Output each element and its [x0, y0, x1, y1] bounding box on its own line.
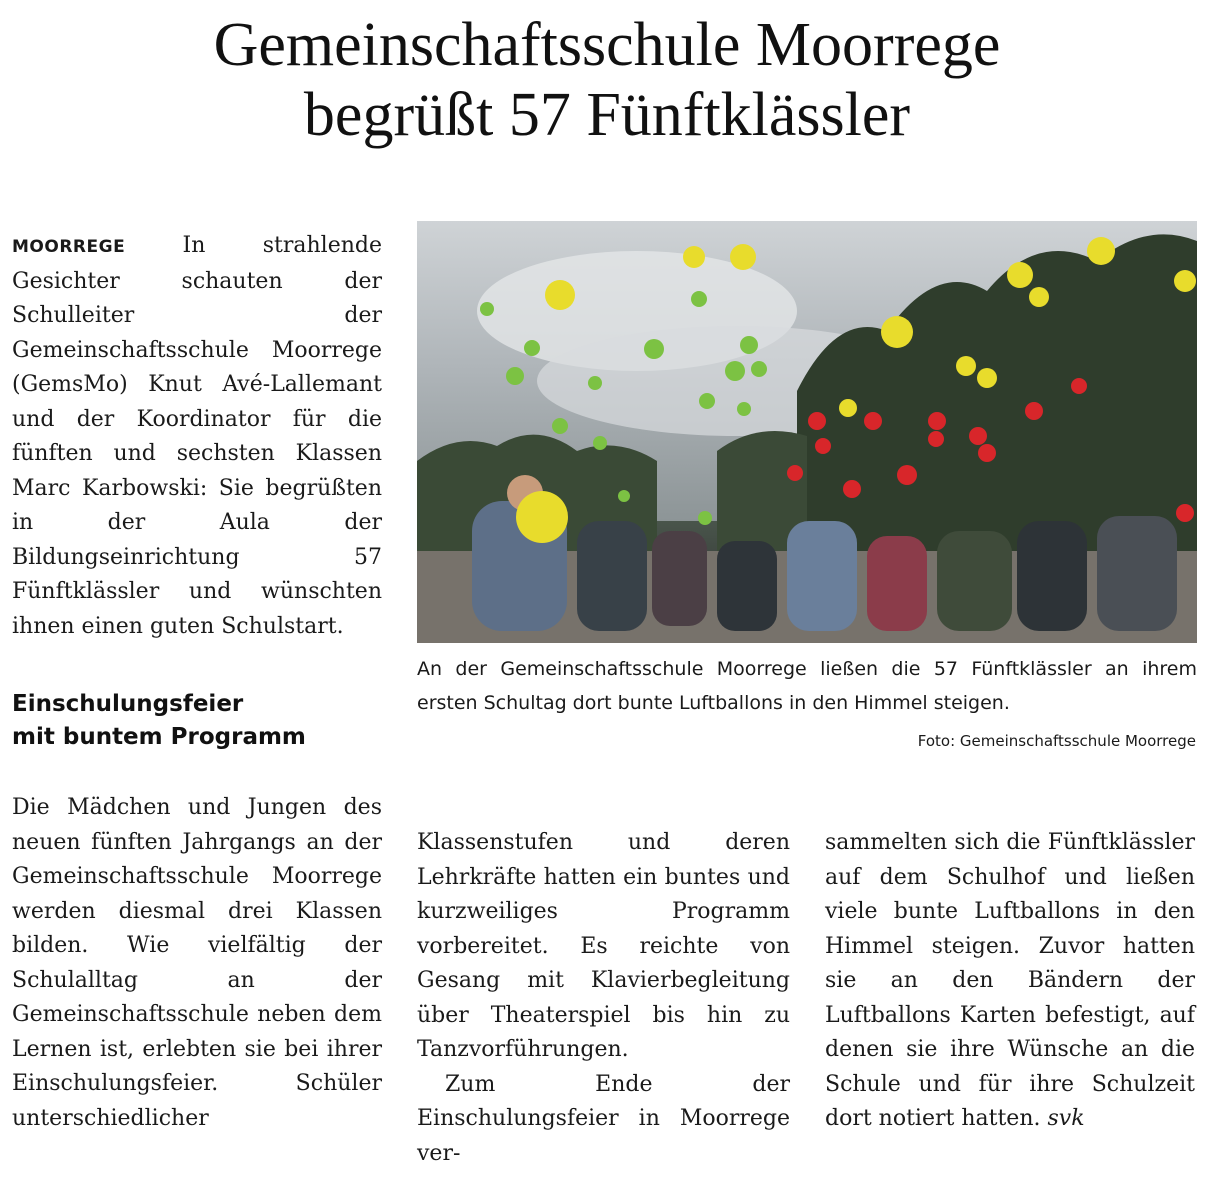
headline-line-1: Gemeinschaftsschule Moorrege — [213, 11, 1001, 79]
author-signature: svk — [1047, 1106, 1085, 1131]
body-text-col-2-p2: Zum Ende der Einschulungsfeier in Moorrege ver- — [417, 1071, 790, 1166]
balloon — [1087, 237, 1115, 265]
balloon — [928, 412, 946, 430]
body-text-col-2-p1: Klassenstufen und deren Lehrkräfte hatten ein buntes und kurzweiliges Programm vorbereitet. Es reichte von Gesang mit Klavierbegleitung über Theaterspiel bis hin zu Tanzvorführungen. — [417, 830, 790, 1062]
balloon — [1174, 270, 1196, 292]
body-column-3 — [825, 826, 1195, 1137]
subheading-line-1: Einschulungsfeier — [12, 691, 244, 717]
balloon — [881, 316, 913, 348]
balloon — [725, 361, 745, 381]
student-figure — [577, 521, 647, 631]
balloon — [593, 436, 607, 450]
subheading-line-2: mit buntem Programm — [12, 724, 306, 750]
balloon — [787, 465, 803, 481]
body-text-col-3-paragraph — [825, 826, 1195, 1137]
balloon — [815, 438, 831, 454]
body-column-1 — [12, 791, 382, 1136]
body-text-col-3: sammelten sich die Fünftklässler auf dem Schulhof und ließen viele bunte Luftballons in den Himmel steigen. Zuvor hatten sie an den Bändern der Luftballons Karten befestigt, auf denen sie ihre Wünsche an die Schule und für ihre Schulzeit dort notiert hatten. — [825, 830, 1195, 1131]
student-figure — [937, 531, 1012, 631]
balloon — [1025, 402, 1043, 420]
student-figure — [867, 536, 927, 631]
dateline: MOORREGE — [12, 237, 126, 257]
news-photo — [417, 221, 1197, 643]
student-figure — [1017, 521, 1087, 631]
balloon — [864, 412, 882, 430]
balloon — [524, 340, 540, 356]
balloon — [730, 244, 756, 270]
balloon — [740, 336, 758, 354]
balloon — [969, 427, 987, 445]
photo-credit: Foto: Gemeinschaftsschule Moorrege — [917, 732, 1196, 750]
student-figure — [1097, 516, 1177, 631]
intro-text: In strahlende Gesichter schauten der Schulleiter der Gemeinschaftsschule Moorrege (GemsMo) Knut Avé-Lallemant und der Koordinator für die fünften und sechsten Klassen Marc Karbowski: Sie begrüßten in der Aula der Bildungseinrichtung 57 Fünftklässler und wünschten ihnen einen guten Schulstart. — [12, 233, 382, 639]
headline-line-2: begrüßt 57 Fünftklässler — [303, 81, 911, 149]
balloon — [1071, 378, 1087, 394]
photo-caption: An der Gemeinschaftsschule Moorrege ließen die 57 Fünftklässler an ihrem ersten Schultag dort bunte Luftballons in den Himmel steigen. — [417, 658, 1197, 714]
balloon — [698, 511, 712, 525]
balloon — [516, 491, 568, 543]
balloon — [751, 361, 767, 377]
balloon — [839, 399, 857, 417]
student-figure — [652, 531, 707, 626]
balloon — [545, 280, 575, 310]
balloon — [683, 246, 705, 268]
balloon — [843, 480, 861, 498]
balloon — [506, 367, 524, 385]
balloon — [897, 465, 917, 485]
body-column-2 — [417, 826, 790, 1171]
balloon — [1029, 287, 1049, 307]
balloon — [1176, 504, 1194, 522]
balloon — [691, 291, 707, 307]
balloon — [956, 356, 976, 376]
balloon-release-illustration — [417, 221, 1197, 643]
student-figure — [717, 541, 777, 631]
balloon — [588, 376, 602, 390]
intro-paragraph — [12, 229, 382, 644]
balloon — [480, 302, 494, 316]
balloon — [737, 402, 751, 416]
balloon — [1007, 262, 1033, 288]
balloon — [978, 444, 996, 462]
balloon — [618, 490, 630, 502]
intro-column — [12, 229, 382, 644]
student-figure — [787, 521, 857, 631]
body-text-col-1: Die Mädchen und Jungen des neuen fünften Jahrgangs an der Gemeinschaftsschule Moorrege werden diesmal drei Klassen bilden. Wie vielfältig der Schulalltag an der Gemeinschaftsschule neben dem Lernen ist, erlebten sie bei ihrer Einschulungsfeier. Schüler unterschiedlicher — [12, 795, 382, 1131]
subheading — [12, 688, 392, 754]
balloon — [552, 418, 568, 434]
balloon — [928, 431, 944, 447]
headline — [0, 10, 1214, 150]
balloon — [977, 368, 997, 388]
balloon — [699, 393, 715, 409]
balloon — [644, 339, 664, 359]
balloon — [808, 412, 826, 430]
